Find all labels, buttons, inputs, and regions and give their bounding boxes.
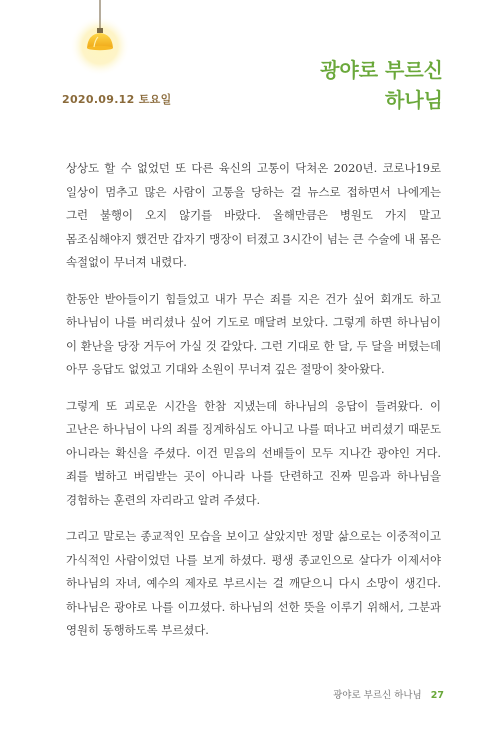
paragraph-2: 한동안 받아들이기 힘들었고 내가 무슨 죄를 지은 건가 싶어 회개도 하고 하나님이 나를 버리셨나 싶어 기도로 매달려 보았다. 그렇게 하면 하나님이 이 환난을 당장 거두어 가실 것 같았다. 그런 기대로 한 달, 두 달을 버텼는데 아무 응답도 없었고 기대와 소원이 무너져 깊은 절망이 찾아왔다.: [66, 291, 441, 376]
title-line-1: 광야로 부르신: [320, 58, 443, 82]
paragraph-4: 그리고 말로는 종교적인 모습을 보이고 살았지만 정말 삶으로는 이중적이고 가식적인 사람이었던 나를 보게 하셨다. 평생 종교인으로 살다가 이제서야 하나님의 자녀, 예수의 제자로 부르시는 걸 깨닫으니 다시 소망이 생긴다. 하나님은 광야로 나를 이끄셨다. 하나님의 선한 뜻을 이루기 위해서, 그분과 영원히 동행하도록 부르셨다.: [66, 529, 441, 637]
paragraph-1: 상상도 할 수 없었던 또 다른 육신의 고통이 닥쳐온 2020년. 코로나19로 일상이 멈추고 많은 사람이 고통을 당하는 걸 뉴스로 접하면서 나에게는 그런 불행이 오지 않기를 바랐다. 올해만큼은 병원도 가지 말고 몸조심해야지 했건만 갑자기 맹장이 터졌고 3시간이 넘는 큰 수술에 내 몸은 속절없이 무너져 내렸다.: [66, 161, 441, 269]
page-footer: [333, 687, 444, 701]
page-title: [320, 55, 443, 115]
body-text: [66, 157, 441, 656]
running-title: 광야로 부르신 하나님: [333, 690, 422, 701]
hanging-lamp-icon: [70, 0, 130, 76]
date-label: 2020.09.12 토요일: [62, 93, 172, 106]
paragraph-3: 그렇게 또 괴로운 시간을 한참 지냈는데 하나님의 응답이 들려왔다. 이 고난은 하나님이 나의 죄를 징계하심도 아니고 나를 떠나고 버리셨기 때문도 아니라는 확신을 주셨다. 이건 믿음의 선배들이 모두 지나간 광야인 거다. 죄를 벌하고 버림받는 곳이 아니라 나를 단련하고 진짜 믿음과 하나님을 경험하는 훈련의 자리라고 알려 주셨다.: [66, 398, 441, 507]
page-number: 27: [430, 690, 444, 701]
title-line-2: 하나님: [385, 88, 443, 112]
